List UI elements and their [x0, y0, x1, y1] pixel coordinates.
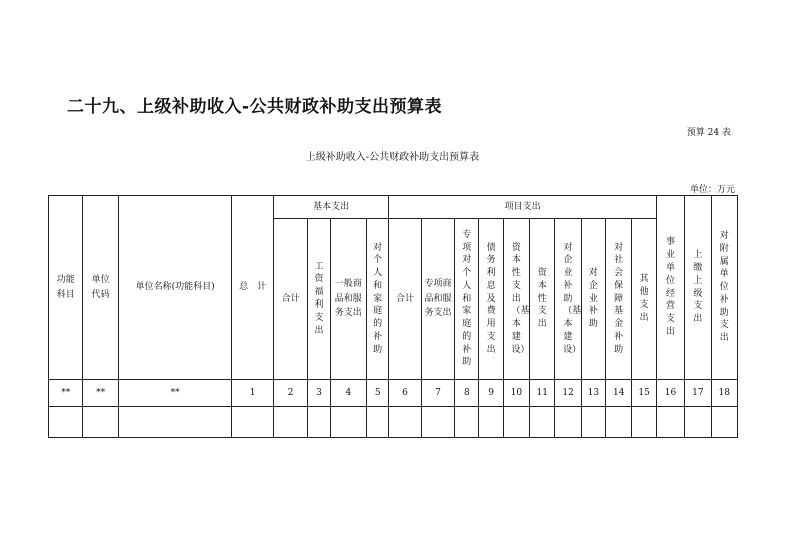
header-goods-services: 一般商品和服务支出	[330, 219, 366, 380]
table-cell	[232, 407, 274, 438]
table-cell	[685, 407, 711, 438]
code-cell: 13	[581, 380, 605, 407]
code-cell: 3	[308, 380, 330, 407]
header-capital-infra: 资本性支出（基本建设）	[503, 219, 529, 380]
code-cell: 14	[606, 380, 632, 407]
code-cell: 18	[711, 380, 738, 407]
header-special-personal: 专项对个人和家庭的补助	[455, 219, 479, 380]
header-unit-name: 单位名称(功能科目)	[118, 196, 231, 380]
table-cell	[656, 407, 684, 438]
page-title: 二十九、上级补助收入-公共财政补助支出预算表	[67, 97, 443, 117]
table-cell	[555, 407, 581, 438]
code-cell: 1	[232, 380, 274, 407]
header-personal-family: 对个人和家庭的补助	[367, 219, 389, 380]
code-cell: **	[49, 380, 83, 407]
header-subsidiary: 对附属单位补助支出	[711, 196, 738, 380]
header-basic-group: 基本支出	[273, 196, 388, 219]
code-cell: 9	[479, 380, 503, 407]
header-row-top	[49, 196, 738, 219]
table-cell	[49, 407, 83, 438]
table-cell	[479, 407, 503, 438]
header-unit-code: 单位代码	[83, 196, 118, 380]
code-cell: 7	[421, 380, 454, 407]
header-enterprise-infra: 对企业补助（基本建设）	[555, 219, 581, 380]
code-cell: 15	[632, 380, 656, 407]
header-debt-interest: 债务利息及费用支出	[479, 219, 503, 380]
table-cell	[118, 407, 231, 438]
header-total: 总 计	[232, 196, 274, 380]
table-cell	[367, 407, 389, 438]
header-basic-total: 合计	[273, 219, 307, 380]
header-project-total: 合计	[389, 219, 421, 380]
table-cell	[503, 407, 529, 438]
header-special-goods: 专项商品和服务支出	[421, 219, 454, 380]
table-number: 预算 24 表	[686, 128, 731, 138]
header-capital: 资本性支出	[530, 219, 555, 380]
code-cell: 17	[685, 380, 711, 407]
unit-label: 单位：万元	[689, 185, 735, 195]
code-row	[49, 380, 738, 407]
table-cell	[421, 407, 454, 438]
header-func-subject: 功能科目	[49, 196, 83, 380]
table-cell	[581, 407, 605, 438]
table-cell	[330, 407, 366, 438]
header-enterprise: 对企业补助	[581, 219, 605, 380]
header-wages: 工资福利支出	[308, 219, 330, 380]
table-title: 上级补助收入-公共财政补助支出预算表	[305, 152, 480, 163]
code-cell: **	[83, 380, 118, 407]
code-cell: 6	[389, 380, 421, 407]
code-cell: 11	[530, 380, 555, 407]
header-project-group: 项目支出	[389, 196, 656, 219]
code-cell: 16	[656, 380, 684, 407]
header-social-security: 对社会保障基金补助	[606, 219, 632, 380]
code-cell: 4	[330, 380, 366, 407]
code-cell: 2	[273, 380, 307, 407]
table-cell	[273, 407, 307, 438]
header-other: 其他支出	[632, 219, 656, 380]
table-cell	[711, 407, 738, 438]
code-cell: 12	[555, 380, 581, 407]
header-upper-payment: 上缴上级支出	[685, 196, 711, 380]
code-cell: 8	[455, 380, 479, 407]
header-business-operation: 事业单位经营支出	[656, 196, 684, 380]
table-cell	[606, 407, 632, 438]
budget-table	[48, 195, 738, 438]
code-cell: **	[118, 380, 231, 407]
table-cell	[530, 407, 555, 438]
table-cell	[83, 407, 118, 438]
table-cell	[632, 407, 656, 438]
table-cell	[455, 407, 479, 438]
table-cell	[389, 407, 421, 438]
code-cell: 5	[367, 380, 389, 407]
table-row	[49, 407, 738, 438]
code-cell: 10	[503, 380, 529, 407]
table-cell	[308, 407, 330, 438]
